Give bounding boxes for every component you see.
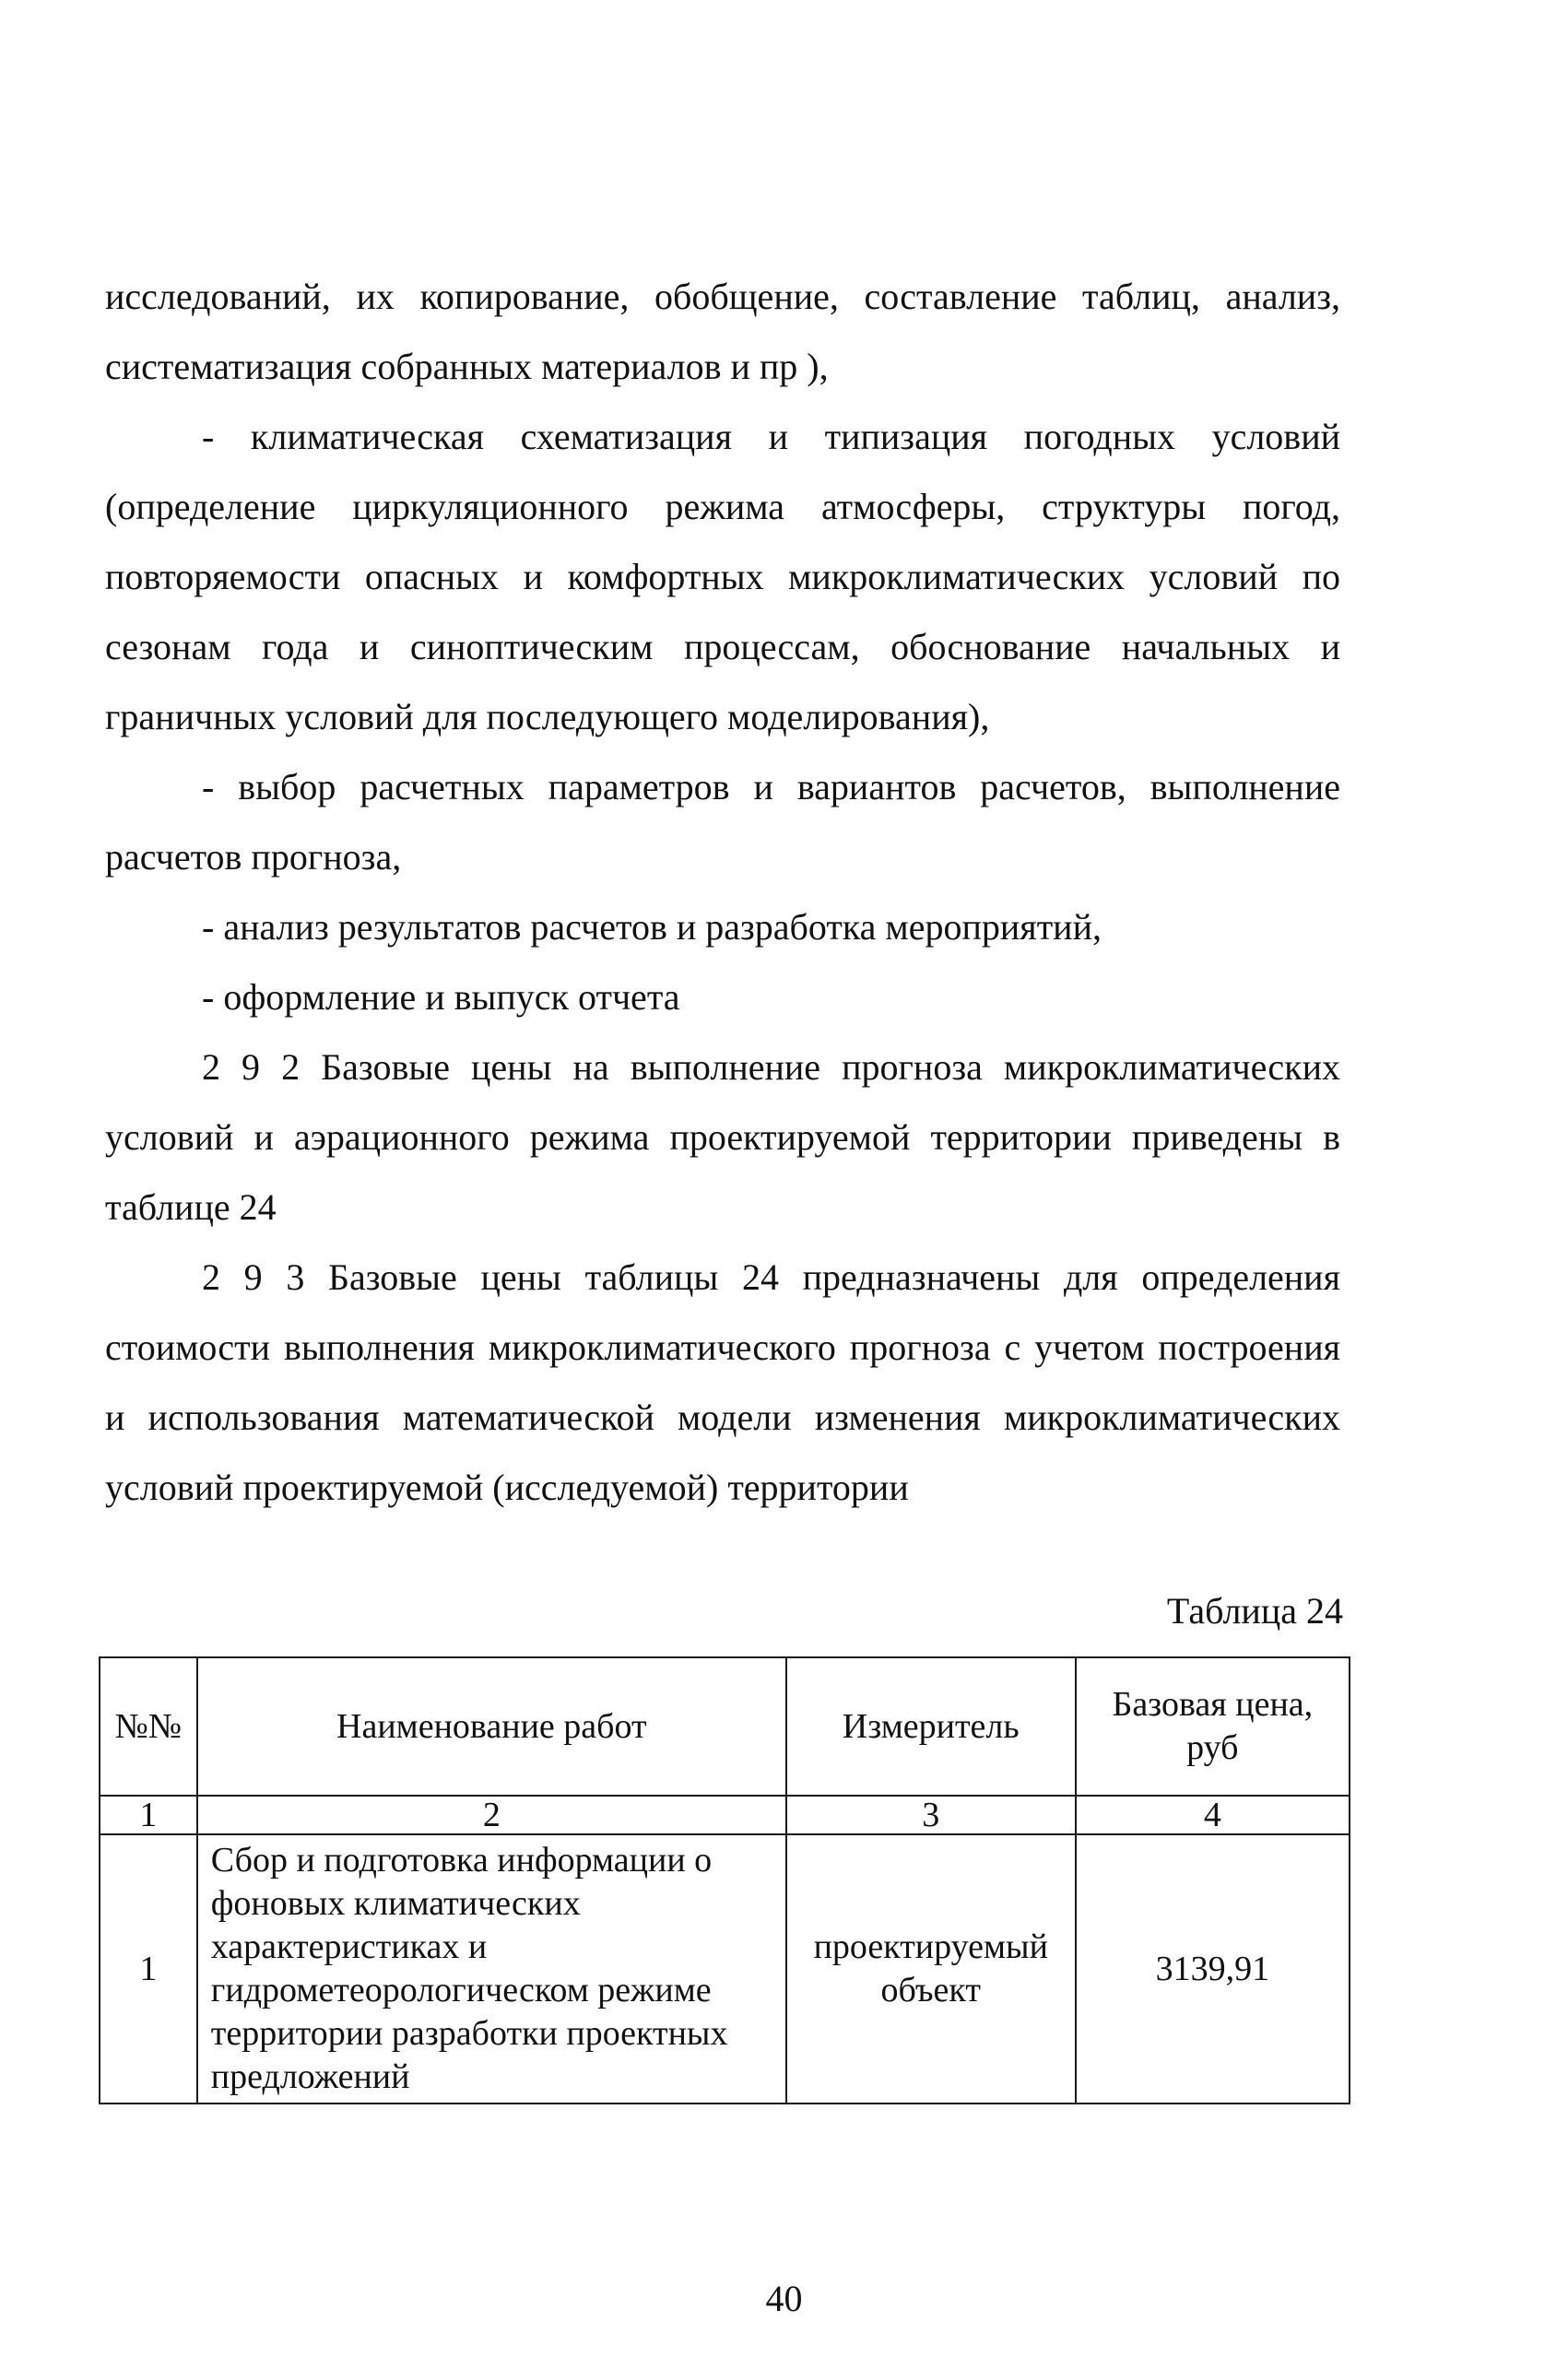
row-work-name: Сбор и подготовка информации о фоновых климатических характеристиках и гидрометеорологическом режиме территории разработки проектных предложений — [197, 1834, 786, 2104]
column-number-row — [100, 1796, 1350, 1834]
header-base-price: Базовая цена, руб — [1076, 1657, 1350, 1796]
column-number: 3 — [786, 1796, 1076, 1834]
price-table — [99, 1656, 1350, 2104]
page-number: 40 — [765, 2278, 803, 2319]
paragraph: - оформление и выпуск отчета — [202, 976, 680, 1018]
header-unit: Измеритель — [786, 1657, 1076, 1796]
paragraph: - климатическая схематизация и типизация погодных условий (определение циркуляционного режима атмосферы, структуры погод, повторяемости опасных и комфортных микроклиматических условий по сезонам года и синоптическим процессам, обоснование начальных и граничных условий для последующего моделирования), — [105, 416, 1340, 737]
row-base-price: 3139,91 — [1076, 1834, 1350, 2104]
paragraph-section-2-9-3: 2 9 3 Базовые цены таблицы 24 предназначены для определения стоимости выполнения микроклиматического прогноза с учетом построения и использования математической модели изменения микроклиматических условий проектируемой (исследуемой) территории — [105, 1256, 1340, 1508]
column-number: 2 — [197, 1796, 786, 1834]
paragraph: исследований, их копирование, обобщение, составление таблиц, анализ, систематизация собранных материалов и пр ), — [105, 276, 1340, 387]
column-number: 4 — [1076, 1796, 1350, 1834]
column-number: 1 — [100, 1796, 197, 1834]
table-row — [100, 1834, 1350, 2104]
paragraph-section-2-9-2: 2 9 2 Базовые цены на выполнение прогноза микроклиматических условий и аэрационного режима проектируемой территории приведены в таблице 24 — [105, 1046, 1340, 1228]
header-work-name: Наименование работ — [197, 1657, 786, 1796]
table-caption: Таблица 24 — [1166, 1590, 1343, 1632]
body-text — [105, 262, 1340, 1523]
row-unit: проектируемый объект — [786, 1834, 1076, 2104]
table-header-row — [100, 1657, 1350, 1796]
paragraph: - выбор расчетных параметров и вариантов расчетов, выполнение расчетов прогноза, — [105, 766, 1340, 878]
row-number: 1 — [100, 1834, 197, 2104]
header-number: №№ — [100, 1657, 197, 1796]
paragraph: - анализ результатов расчетов и разработка мероприятий, — [202, 906, 1102, 948]
